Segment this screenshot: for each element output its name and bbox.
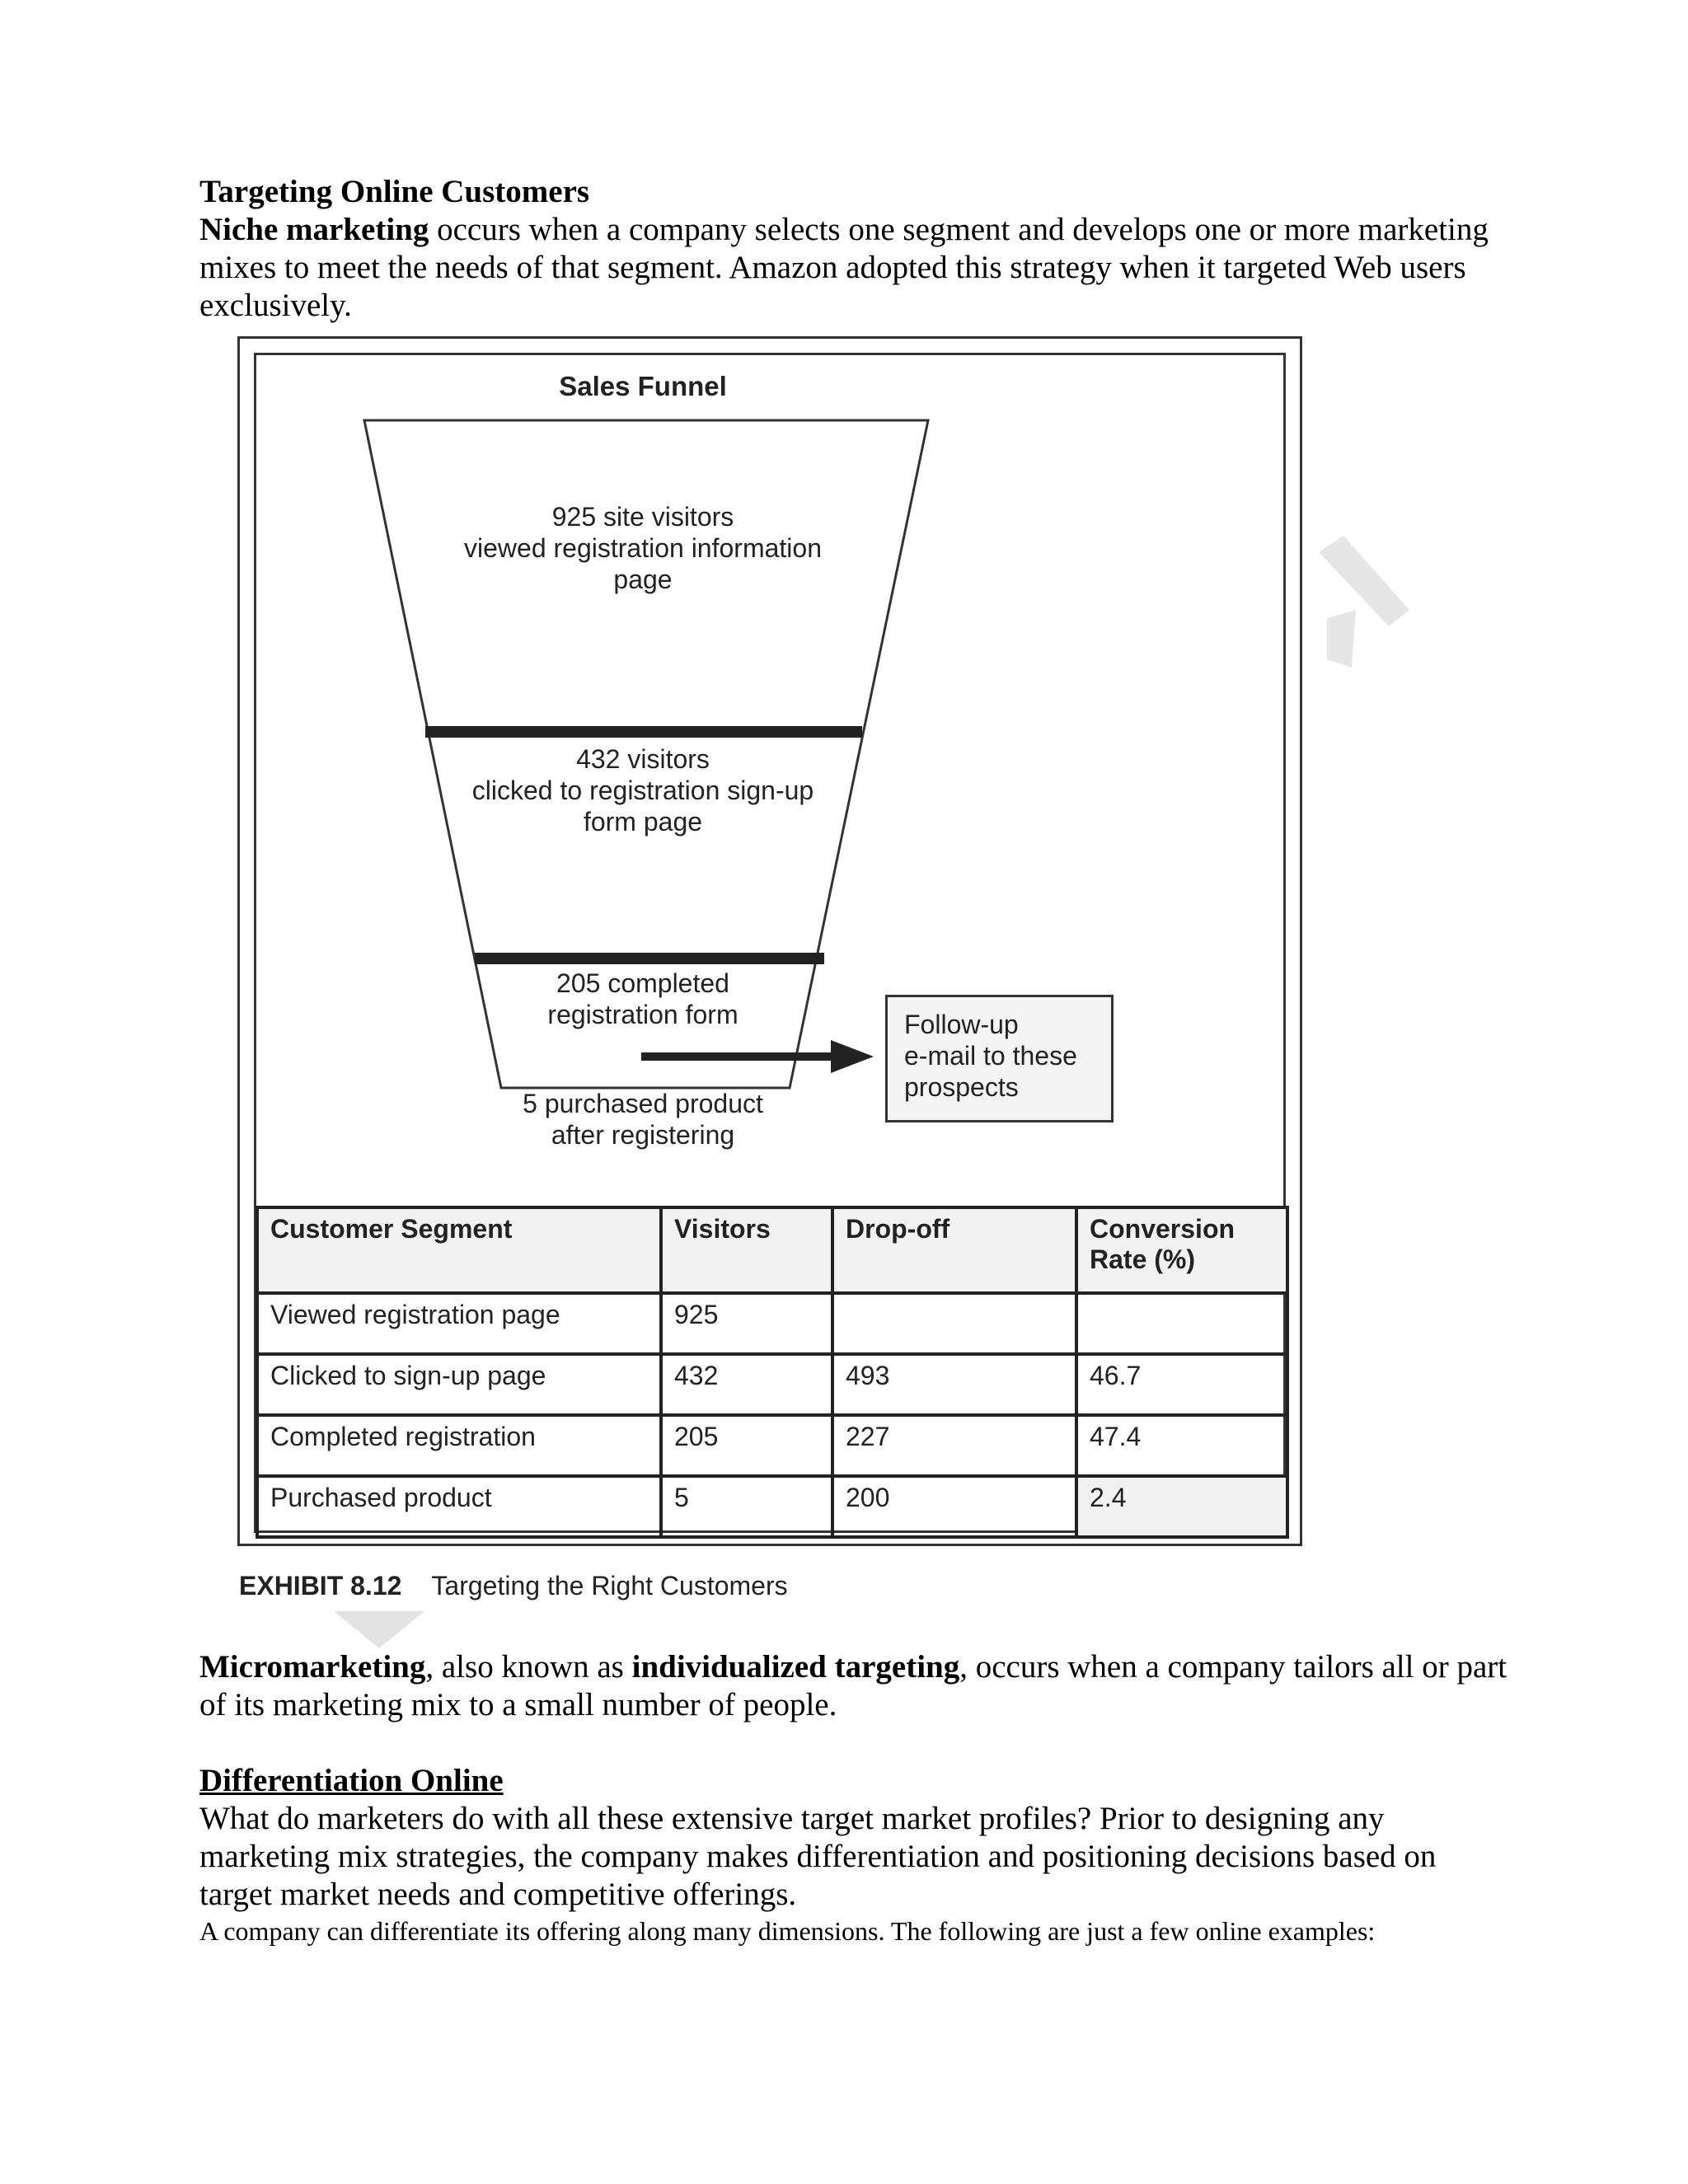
section-title-targeting: Targeting Online Customers xyxy=(199,174,590,209)
stage-2-line: clicked to registration sign-up xyxy=(471,776,814,805)
section-title-differentiation: Differentiation Online xyxy=(199,1763,504,1798)
header-visitors: Visitors xyxy=(661,1207,832,1293)
individualized-targeting-term: individualized targeting xyxy=(631,1649,960,1685)
exhibit-label: EXHIBIT 8.12 xyxy=(239,1571,402,1601)
cell-conversion: 47.4 xyxy=(1076,1415,1287,1476)
header-drop-off: Drop-off xyxy=(832,1207,1076,1293)
table-row xyxy=(257,1415,1287,1476)
arrow-head-icon xyxy=(831,1040,874,1073)
stage-1-line: 925 site visitors xyxy=(551,502,734,532)
micromarketing-mid: , also known as xyxy=(425,1649,632,1685)
table-row xyxy=(257,1476,1287,1537)
funnel-stage-2 xyxy=(396,743,890,837)
cell-visitors: 205 xyxy=(661,1415,832,1476)
cell-visitors: 432 xyxy=(661,1354,832,1415)
funnel-stage-3 xyxy=(437,968,849,1030)
niche-marketing-text: occurs when a company selects one segment and develops one or more marketing mixes to meet the needs of that segment. Amazon adopted this strategy when it targeted Web users exclusively. xyxy=(199,212,1489,323)
cell-drop-off: 200 xyxy=(832,1476,1076,1537)
followup-line: prospects xyxy=(904,1072,1019,1102)
stage-1-line: page xyxy=(613,565,673,594)
stage-4-line: after registering xyxy=(551,1120,735,1150)
cell-conversion xyxy=(1076,1293,1287,1354)
cell-segment: Viewed registration page xyxy=(257,1293,661,1354)
cell-drop-off: 493 xyxy=(832,1354,1076,1415)
cell-conversion: 2.4 xyxy=(1076,1476,1287,1537)
stage-2-line: form page xyxy=(583,807,703,837)
cell-segment: Clicked to sign-up page xyxy=(257,1354,661,1415)
cell-drop-off xyxy=(832,1293,1076,1354)
micromarketing-paragraph xyxy=(199,1648,1510,1724)
table-row xyxy=(257,1293,1287,1354)
table-row xyxy=(257,1354,1287,1415)
exhibit-caption-text: Targeting the Right Customers xyxy=(431,1571,788,1601)
cell-visitors: 925 xyxy=(661,1293,832,1354)
header-conversion-rate: Conversion Rate (%) xyxy=(1076,1207,1287,1293)
followup-line: Follow-up xyxy=(904,1010,1019,1039)
followup-line: e-mail to these xyxy=(904,1041,1077,1071)
watermark-check-icon xyxy=(1311,519,1418,684)
stage-1-line: viewed registration information xyxy=(464,533,822,563)
funnel-divider-1 xyxy=(425,726,862,738)
stage-3-line: 205 completed xyxy=(556,968,729,998)
funnel-title: Sales Funnel xyxy=(559,371,727,401)
funnel-stage-1 xyxy=(396,501,890,595)
funnel-divider-2 xyxy=(475,953,824,964)
differentiation-paragraph: What do marketers do with all these extensive target market profiles? Prior to designing any marketing mix strategies, the company makes differentiation and positioning decisions based on target market needs and competitive offerings. xyxy=(199,1801,1437,1912)
cell-conversion: 46.7 xyxy=(1076,1354,1287,1415)
micromarketing-text: , occurs when a company tailors all or part of its marketing mix to a small number of people. xyxy=(199,1649,1507,1722)
header-customer-segment: Customer Segment xyxy=(257,1207,661,1293)
arrow-shaft xyxy=(641,1052,847,1061)
followup-box xyxy=(885,995,1114,1122)
cell-segment: Completed registration xyxy=(257,1415,661,1476)
differentiation-examples-intro: A company can differentiate its offering along many dimensions. The following are just a few online examples: xyxy=(199,1916,1376,1946)
table-header-row xyxy=(257,1207,1287,1293)
funnel-stage-4 xyxy=(437,1088,849,1151)
micromarketing-term: Micromarketing xyxy=(199,1649,426,1685)
exhibit-caption xyxy=(239,1571,788,1601)
customer-segment-table xyxy=(256,1206,1289,1539)
niche-marketing-term: Niche marketing xyxy=(199,212,429,247)
niche-marketing-paragraph xyxy=(199,211,1510,325)
cell-drop-off: 227 xyxy=(832,1415,1076,1476)
stage-3-line: registration form xyxy=(547,1000,738,1029)
cell-visitors: 5 xyxy=(661,1476,832,1537)
stage-2-line: 432 visitors xyxy=(576,744,710,774)
cell-segment: Purchased product xyxy=(257,1476,661,1537)
stage-4-line: 5 purchased product xyxy=(523,1089,763,1118)
